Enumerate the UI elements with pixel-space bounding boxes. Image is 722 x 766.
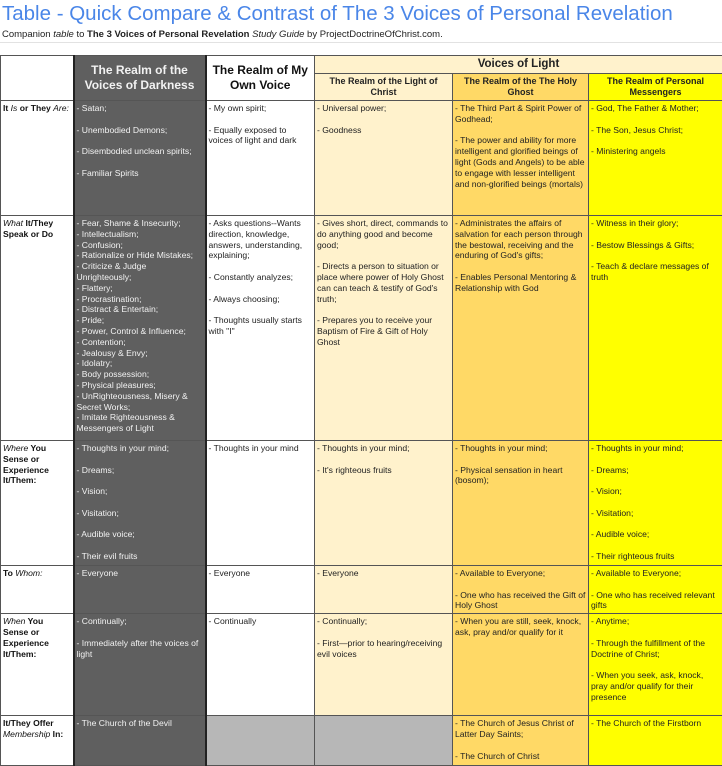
subtitle-text: Companion bbox=[2, 29, 53, 40]
table-row bbox=[1, 101, 722, 216]
cell-item: - Thoughts in your mind; bbox=[455, 443, 586, 454]
cell-item: - Physical sensation in heart (bosom); bbox=[455, 465, 586, 487]
row-label-text: It/They Speak or Do bbox=[3, 218, 53, 239]
cell-item: - Criticize & Judge Unrighteously; bbox=[77, 261, 203, 283]
cell-item: - Everyone bbox=[317, 568, 450, 579]
cell-item: - Vision; bbox=[591, 486, 720, 497]
subtitle-text: to bbox=[74, 29, 87, 40]
cell-item: - Intellectualism; bbox=[77, 229, 203, 240]
row-label-text: Where bbox=[3, 443, 28, 453]
cell-item: - When you are still, seek, knock, ask, pray and/or qualify for it bbox=[455, 616, 586, 638]
cell-holy-ghost bbox=[453, 716, 589, 766]
cell-item: - Familiar Spirits bbox=[77, 168, 203, 179]
cell-item: - Asks questions--Wants direction, knowledge, answers, understanding, explaining; bbox=[209, 218, 313, 261]
cell-light-of-christ bbox=[315, 441, 453, 566]
row-label-text: What bbox=[3, 218, 23, 228]
comparison-table bbox=[0, 55, 722, 766]
cell-item: - Body possession; bbox=[77, 369, 203, 380]
cell-item: - Dreams; bbox=[591, 465, 720, 476]
cell-item: - God, The Father & Mother; bbox=[591, 103, 720, 114]
cell-light-of-christ bbox=[315, 101, 453, 216]
cell-item: - Jealousy & Envy; bbox=[77, 348, 203, 359]
cell-own-voice bbox=[206, 441, 315, 566]
row-label bbox=[1, 716, 74, 766]
cell-own-voice bbox=[206, 216, 315, 441]
row-label-text: To bbox=[3, 568, 15, 578]
empty-cell bbox=[206, 716, 315, 766]
cell-own-voice bbox=[206, 101, 315, 216]
cell-item: - Visitation; bbox=[591, 508, 720, 519]
page-title: Table - Quick Compare & Contrast of The 3 Voices of Personal Revelation bbox=[2, 2, 673, 26]
cell-holy-ghost bbox=[453, 614, 589, 716]
header-messengers: The Realm of Personal Messengers bbox=[589, 74, 722, 101]
cell-item: - Disembodied unclean spirits; bbox=[77, 146, 203, 157]
cell-item: - UnRighteousness, Misery & Secret Works; bbox=[77, 391, 203, 413]
cell-item: - Gives short, direct, commands to do anything good and become good; bbox=[317, 218, 450, 250]
cell-darkness bbox=[74, 716, 206, 766]
cell-item: - Everyone bbox=[77, 568, 203, 579]
cell-item: - One who has received the Gift of Holy Ghost bbox=[455, 590, 586, 612]
cell-item: - Thoughts in your mind bbox=[209, 443, 313, 454]
cell-item: - Fear, Shame & Insecurity; bbox=[77, 218, 203, 229]
cell-darkness bbox=[74, 216, 206, 441]
cell-item: - Prepares you to receive your Baptism of Fire & Gift of Holy Ghost bbox=[317, 315, 450, 347]
cell-item: - Ministering angels bbox=[591, 146, 720, 157]
cell-item: - Flattery; bbox=[77, 283, 203, 294]
table-row bbox=[1, 216, 722, 441]
empty-cell bbox=[315, 716, 453, 766]
cell-item: - Continually; bbox=[77, 616, 203, 627]
table-row bbox=[1, 566, 722, 614]
cell-holy-ghost bbox=[453, 566, 589, 614]
cell-item: - Available to Everyone; bbox=[455, 568, 586, 579]
cell-item: - Through the fulfillment of the Doctrine of Christ; bbox=[591, 638, 720, 660]
cell-item: - Their evil fruits bbox=[77, 551, 203, 562]
cell-item: - Directs a person to situation or place where power of Holy Ghost can can teach & testify of God's truth; bbox=[317, 261, 450, 304]
cell-light-of-christ bbox=[315, 566, 453, 614]
row-label-text: Is bbox=[11, 103, 18, 113]
row-label-text: : bbox=[67, 103, 69, 113]
cell-item: - My own spirit; bbox=[209, 103, 313, 114]
cell-item: - Dreams; bbox=[77, 465, 203, 476]
cell-item: - Satan; bbox=[77, 103, 203, 114]
row-label bbox=[1, 216, 74, 441]
header-darkness: The Realm of the Voices of Darkness bbox=[74, 56, 206, 101]
cell-light-of-christ bbox=[315, 216, 453, 441]
cell-item: - The power and ability for more intelligent and glorified beings of light (Gods and Angels) to be able to engage with lesser intelligent and non-glorified beings (mortals) bbox=[455, 135, 586, 189]
subtitle bbox=[2, 29, 443, 40]
row-label bbox=[1, 441, 74, 566]
cell-item: - Vision; bbox=[77, 486, 203, 497]
cell-item: - It's righteous fruits bbox=[317, 465, 450, 476]
cell-item: - Imitate Righteousness & Messengers of Light bbox=[77, 412, 203, 434]
cell-darkness bbox=[74, 101, 206, 216]
header-light-of-christ: The Realm of the Light of Christ bbox=[315, 74, 453, 101]
row-label-text: Membership bbox=[3, 729, 50, 739]
table-row bbox=[1, 441, 722, 566]
cell-item: - Thoughts usually starts with "I" bbox=[209, 315, 313, 337]
cell-item: - Everyone bbox=[209, 568, 313, 579]
cell-messengers bbox=[589, 216, 722, 441]
cell-item: - The Church of the Firstborn bbox=[591, 718, 720, 729]
row-label-text: Are bbox=[53, 103, 66, 113]
cell-darkness bbox=[74, 614, 206, 716]
cell-darkness bbox=[74, 566, 206, 614]
cell-item: - Enables Personal Mentoring & Relationship with God bbox=[455, 272, 586, 294]
header-own-voice: The Realm of My Own Voice bbox=[206, 56, 315, 101]
cell-messengers bbox=[589, 566, 722, 614]
subtitle-text: Study Guide bbox=[252, 29, 304, 40]
cell-holy-ghost bbox=[453, 101, 589, 216]
cell-item: - The Son, Jesus Christ; bbox=[591, 125, 720, 136]
cell-messengers bbox=[589, 441, 722, 566]
table-row bbox=[1, 716, 722, 766]
cell-item: - The Third Part & Spirit Power of Godhead; bbox=[455, 103, 586, 125]
row-label-text: It bbox=[3, 103, 11, 113]
cell-item: - Physical pleasures; bbox=[77, 380, 203, 391]
cell-item: - First—prior to hearing/receiving evil voices bbox=[317, 638, 450, 660]
cell-item: - Unembodied Demons; bbox=[77, 125, 203, 136]
row-label-text: or They bbox=[17, 103, 53, 113]
cell-item: - Immediately after the voices of light bbox=[77, 638, 203, 660]
corner-cell bbox=[1, 56, 74, 101]
cell-item: - Continually bbox=[209, 616, 313, 627]
cell-item: - Equally exposed to voices of light and dark bbox=[209, 125, 313, 147]
cell-item: - Their righteous fruits bbox=[591, 551, 720, 562]
cell-light-of-christ bbox=[315, 614, 453, 716]
cell-item: - Always choosing; bbox=[209, 294, 313, 305]
cell-item: - When you seek, ask, knock, pray and/or qualify for their presence bbox=[591, 670, 720, 702]
guide-title: The 3 Voices of Personal Revelation bbox=[87, 29, 249, 40]
cell-messengers bbox=[589, 614, 722, 716]
cell-item: - Rationalize or Hide Mistakes; bbox=[77, 250, 203, 261]
cell-item: - Continually; bbox=[317, 616, 450, 627]
cell-item: - One who has received relevant gifts bbox=[591, 590, 720, 612]
row-label-text: : bbox=[40, 568, 42, 578]
cell-own-voice bbox=[206, 614, 315, 716]
row-label bbox=[1, 614, 74, 716]
cell-item: - Visitation; bbox=[77, 508, 203, 519]
row-label-text: In: bbox=[50, 729, 63, 739]
sheet-gridline bbox=[0, 42, 722, 43]
row-label-text: When bbox=[3, 616, 25, 626]
header-holy-ghost: The Realm of the The Holy Ghost bbox=[453, 74, 589, 101]
cell-item: - Available to Everyone; bbox=[591, 568, 720, 579]
cell-item: - Confusion; bbox=[77, 240, 203, 251]
cell-item: - Power, Control & Influence; bbox=[77, 326, 203, 337]
cell-darkness bbox=[74, 441, 206, 566]
cell-item: - Universal power; bbox=[317, 103, 450, 114]
cell-item: - Thoughts in your mind; bbox=[77, 443, 203, 454]
cell-item: - Distract & Entertain; bbox=[77, 304, 203, 315]
cell-item: - Idolatry; bbox=[77, 358, 203, 369]
row-label-text: Whom bbox=[15, 568, 40, 578]
cell-item: - Pride; bbox=[77, 315, 203, 326]
cell-item: - Constantly analyzes; bbox=[209, 272, 313, 283]
cell-item: - Audible voice; bbox=[77, 529, 203, 540]
subtitle-text: table bbox=[53, 29, 74, 40]
row-label-text: You Sense or Experience It/Them: bbox=[3, 616, 49, 658]
subtitle-text: by ProjectDoctrineOfChrist.com. bbox=[304, 29, 442, 40]
row-label-text: You Sense or Experience It/Them: bbox=[3, 443, 49, 485]
cell-item: - Teach & declare messages of truth bbox=[591, 261, 720, 283]
header-voices-of-light: Voices of Light bbox=[315, 56, 722, 74]
cell-item: - The Church of Jesus Christ of Latter Day Saints; bbox=[455, 718, 586, 740]
cell-own-voice bbox=[206, 566, 315, 614]
row-label bbox=[1, 566, 74, 614]
cell-item: - Administrates the affairs of salvation for each person through the bestowal, receiving and the enduring of God's gifts; bbox=[455, 218, 586, 261]
cell-messengers bbox=[589, 716, 722, 766]
row-label-text: It/They Offer bbox=[3, 718, 54, 728]
cell-holy-ghost bbox=[453, 216, 589, 441]
cell-item: - Audible voice; bbox=[591, 529, 720, 540]
cell-item: - Contention; bbox=[77, 337, 203, 348]
table-row bbox=[1, 614, 722, 716]
cell-item: - The Church of the Devil bbox=[77, 718, 203, 729]
cell-messengers bbox=[589, 101, 722, 216]
cell-item: - Procrastination; bbox=[77, 294, 203, 305]
cell-item: - Anytime; bbox=[591, 616, 720, 627]
cell-item: - Thoughts in your mind; bbox=[591, 443, 720, 454]
cell-item: - The Church of Christ bbox=[455, 751, 586, 762]
cell-item: - Thoughts in your mind; bbox=[317, 443, 450, 454]
row-label bbox=[1, 101, 74, 216]
cell-holy-ghost bbox=[453, 441, 589, 566]
cell-item: - Bestow Blessings & Gifts; bbox=[591, 240, 720, 251]
cell-item: - Witness in their glory; bbox=[591, 218, 720, 229]
cell-item: - Goodness bbox=[317, 125, 450, 136]
